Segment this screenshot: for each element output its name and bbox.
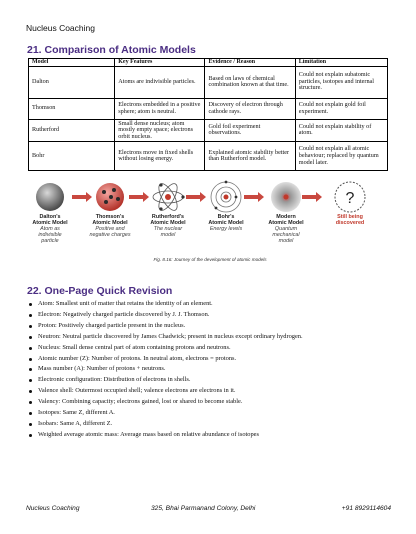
model-sub: model bbox=[160, 231, 176, 238]
list-item: Weighted average atomic mass: Average mass based on relative abundance of isotopes bbox=[26, 430, 396, 441]
figure-caption: Fig. 8.16: Journey of the development of atomic models bbox=[153, 257, 267, 262]
table-cell: Dalton bbox=[29, 66, 115, 98]
model-label-still-discovering bbox=[321, 215, 379, 227]
model-sub: The nuclear bbox=[153, 225, 183, 232]
table-cell: Gold foil experiment observations. bbox=[205, 119, 295, 142]
table-cell: Electrons move in fixed shells without losing energy. bbox=[115, 142, 205, 171]
section-21-title: 21. Comparison of Atomic Models bbox=[27, 44, 196, 56]
table-cell: Could not explain stability of atom. bbox=[295, 119, 387, 142]
model-label-thomson bbox=[81, 215, 139, 239]
list-item: Proton: Positively charged particle present in the nucleus. bbox=[26, 321, 396, 332]
table-cell: Discovery of electron through cathode rays. bbox=[205, 98, 295, 119]
list-item: Isobars: Same A, different Z. bbox=[26, 419, 396, 430]
column-header-evidence: Evidence / Reason bbox=[205, 59, 295, 67]
atomic-models-table bbox=[28, 58, 388, 171]
model-label-dalton bbox=[21, 215, 79, 245]
model-sub: indivisible bbox=[38, 231, 62, 238]
model-label-bohr bbox=[197, 215, 255, 233]
table-cell: Small dense nucleus; atom mostly empty space; electrons orbit nucleus. bbox=[115, 119, 205, 142]
table-row bbox=[29, 98, 388, 119]
table-row bbox=[29, 66, 388, 98]
model-sub: model bbox=[278, 237, 294, 244]
table-cell: Bohr bbox=[29, 142, 115, 171]
question-mark: ? bbox=[345, 190, 355, 207]
table-cell: Atoms are indivisible particles. bbox=[115, 66, 205, 98]
modern-atom-icon bbox=[271, 182, 301, 212]
section-22-title: 22. One-Page Quick Revision bbox=[27, 285, 173, 297]
table-cell: Rutherford bbox=[29, 119, 115, 142]
model-name: Dalton's bbox=[39, 214, 61, 220]
question-atom-icon bbox=[335, 182, 365, 212]
table-cell: Could not explain subatomic particles, isotopes and internal structure. bbox=[295, 66, 387, 98]
table-cell: Based on laws of chemical combination known at that time. bbox=[205, 66, 295, 98]
list-item: Electron: Negatively charged particle discovered by J. J. Thomson. bbox=[26, 310, 396, 321]
table-cell: Could not explain all atomic behaviour; replaced by quantum model later. bbox=[295, 142, 387, 171]
footer-phone: +91 8929114604 bbox=[341, 505, 391, 512]
list-item: Mass number (A): Number of protons + neutrons. bbox=[26, 364, 396, 375]
model-sub: Atom as bbox=[40, 225, 60, 232]
list-item: Electronic configuration: Distribution of electrons in shells. bbox=[26, 375, 396, 386]
rutherford-atom-icon bbox=[153, 181, 185, 213]
table-row bbox=[29, 142, 388, 171]
model-name: Bohr's bbox=[217, 214, 235, 220]
model-sub: particle bbox=[41, 237, 59, 244]
table-row bbox=[29, 119, 388, 142]
model-name: Atomic Model bbox=[268, 219, 304, 226]
list-item: Valence shell: Outermost occupied shell; valence electrons are electrons in it. bbox=[26, 386, 396, 397]
column-header-limitation: Limitation bbox=[295, 59, 387, 67]
table-header-row bbox=[29, 59, 388, 67]
table-cell: Electrons embedded in a positive sphere; atom is neutral. bbox=[115, 98, 205, 119]
model-name: Atomic Model bbox=[92, 219, 128, 226]
thomson-atom-icon bbox=[96, 183, 124, 211]
model-label-modern bbox=[257, 215, 315, 245]
footer-address: 325, Bhai Parmanand Colony, Delhi bbox=[151, 505, 256, 512]
model-name: Atomic Model bbox=[208, 219, 244, 226]
table-cell: Could not explain gold foil experiment. bbox=[295, 98, 387, 119]
column-header-model: Model bbox=[29, 59, 115, 67]
model-name: Modern bbox=[276, 214, 296, 220]
list-item: Atomic number (Z): Number of protons. In neutral atom, electrons = protons. bbox=[26, 354, 396, 365]
list-item: Nucleus: Small dense central part of atom containing protons and neutrons. bbox=[26, 343, 396, 354]
model-name: Thomson's bbox=[95, 214, 125, 220]
list-item: Neutron: Neutral particle discovered by James Chadwick; present in nucleus except ordinary hydrogen. bbox=[26, 332, 396, 343]
model-sub: negative charges bbox=[89, 231, 131, 238]
model-label-rutherford bbox=[139, 215, 197, 239]
model-sub: Energy levels bbox=[209, 225, 243, 232]
table-cell: Explained atomic stability better than Rutherford model. bbox=[205, 142, 295, 171]
model-name: Rutherford's bbox=[151, 214, 185, 220]
model-sub: mechanical bbox=[272, 231, 300, 238]
model-name: Atomic Model bbox=[32, 219, 68, 226]
model-sub: Positive and bbox=[95, 225, 125, 232]
list-item: Isotopes: Same Z, different A. bbox=[26, 408, 396, 419]
table-cell: Thomson bbox=[29, 98, 115, 119]
model-name: Atomic Model bbox=[150, 219, 186, 226]
model-name: Still being bbox=[337, 214, 363, 220]
atomic-models-figure bbox=[30, 178, 390, 278]
footer-brand: Nucleus Coaching bbox=[26, 505, 80, 512]
bohr-atom-icon bbox=[211, 181, 241, 212]
list-item: Atom: Smallest unit of matter that retains the identity of an element. bbox=[26, 299, 396, 310]
list-item: Valency: Combining capacity; electrons gained, lost or shared to become stable. bbox=[26, 397, 396, 408]
column-header-key-features: Key Features bbox=[115, 59, 205, 67]
dalton-atom-icon bbox=[36, 183, 64, 211]
atomic-models-illustration bbox=[30, 178, 390, 216]
model-name: discovered bbox=[335, 219, 365, 226]
header-brand: Nucleus Coaching bbox=[26, 23, 95, 33]
revision-list bbox=[26, 299, 396, 441]
model-sub: Quantum bbox=[274, 225, 298, 232]
